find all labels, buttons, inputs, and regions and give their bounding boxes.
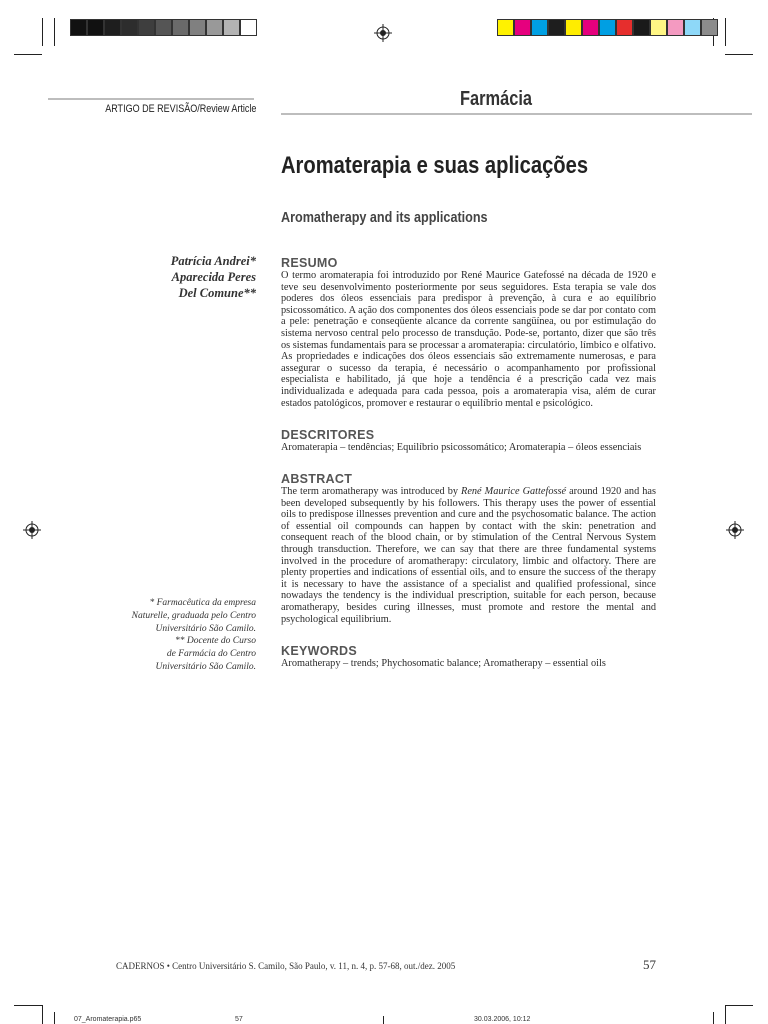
header-rule [281, 113, 752, 115]
crop-mark [713, 1012, 714, 1024]
crop-mark [14, 1005, 42, 1006]
color-calibration-bar [497, 19, 718, 36]
slug-filename: 07_Aromaterapia.p65 [74, 1016, 142, 1023]
calibration-swatch [616, 19, 633, 36]
crop-mark [14, 54, 42, 55]
slug-page: 57 [235, 1016, 243, 1023]
abstract-heading: ABSTRACT [281, 472, 353, 486]
keywords-heading: KEYWORDS [281, 644, 358, 658]
calibration-swatch [599, 19, 616, 36]
calibration-swatch [514, 19, 531, 36]
descritores-heading: DESCRITORES [281, 428, 375, 442]
calibration-swatch [497, 19, 514, 36]
author-list [171, 253, 256, 301]
registration-mark-stub [383, 1016, 384, 1024]
calibration-swatch [667, 19, 684, 36]
abstract-section [281, 472, 656, 625]
resumo-text: O termo aromaterapia foi introduzido por René Maurice Gatefossé na década de 1920 e teve seu desenvolvimento posteriormente por seus seguidores. Esta terapia se vale dos poderes dos óleos essenciais para predispor à prevenção, à cura e ao equilíbrio psicossomático. A ação dos componentes dos óleos essenciais pode se dar por contato com a pele: penetração e conseqüente alcance da corrente sangüínea, ou por estimulação do sistema nervoso central pelo processo de transdução. Pode-se, portanto, dizer que são três os sistemas fundamentais para se processar a aromaterapia: circulatório, límbico e olfativo. As propriedades e indicações dos óleos essenciais são extremamente numerosas, e para assegurar o sucesso da terapia, é necessário o acompanhamento por profissional especialista e habilitado, já que hoje a tendência é a prescrição cada vez mais individualizada e adequada para cada pessoa, pois a aromaterapia visa, além de curar estados patológicos, promover e restaurar o equilíbrio mental e psicológico. [281, 270, 656, 409]
affiliation-note [132, 597, 256, 674]
article-type-label: ARTIGO DE REVISÃO/Review Article [104, 103, 256, 115]
calibration-swatch [684, 19, 701, 36]
article-title: Aromaterapia e suas aplicações [281, 152, 589, 179]
calibration-swatch [172, 19, 189, 36]
abstract-text-rest: around 1920 and has been developed subsequently by his followers. This therapy uses the power of essential oils to predispose illnesses prevention and cure and the psychosomatic balance. The action of essential oil compounds can happen by contact with the skin: penetration and consequent reach of the blood chain, or by stimulation of the Central Nervous System through transduction. Therefore, we can say that there are three fundamental systems involved in the procedure of aromatherapy: circulatory, limbic and olfactory. There are plenty properties and indications of essential oils, and to ensure the success of the therapy it is necessary to have the assistance of a specialist and qualified professional, since nowadays the tendency is the individual prescription, suitable for each person, because aromatherapy, besides curing illnesses, must promote and restore the mental and psychological equilibrium. [281, 486, 656, 625]
calibration-swatch [87, 19, 104, 36]
keywords-text: Aromatherapy – trends; Phychosomatic balance; Aromatherapy – essential oils [281, 658, 606, 669]
calibration-swatch [582, 19, 599, 36]
abstract-text-start: The term aromatherapy was introduced by [281, 486, 462, 497]
abstract-text [281, 486, 656, 625]
affiliation-line: de Farmácia do Centro [166, 649, 256, 660]
calibration-swatch [240, 19, 257, 36]
calibration-swatch [565, 19, 582, 36]
header-rule [48, 98, 254, 100]
calibration-swatch [70, 19, 87, 36]
resumo-heading: RESUMO [281, 256, 338, 270]
article-subtitle: Aromatherapy and its applications [281, 209, 488, 226]
grayscale-calibration-bar [70, 19, 257, 36]
calibration-swatch [189, 19, 206, 36]
calibration-swatch [104, 19, 121, 36]
crop-mark [725, 18, 726, 46]
crop-mark [725, 54, 753, 55]
registration-mark-icon [726, 521, 744, 539]
affiliation-line: ** Docente do Curso [174, 636, 256, 647]
calibration-swatch [548, 19, 565, 36]
crop-mark [42, 1005, 43, 1024]
resumo-section [281, 256, 656, 409]
keywords-section [281, 644, 656, 670]
crop-mark [725, 1005, 753, 1006]
crop-mark [42, 18, 43, 46]
descritores-section [281, 428, 656, 454]
descritores-text: Aromaterapia – tendências; Equilíbrio psicossomático; Aromaterapia – óleos essenciais [281, 442, 642, 453]
page-number: 57 [643, 957, 656, 972]
calibration-swatch [531, 19, 548, 36]
section-name: Farmácia [460, 88, 533, 110]
affiliation-line: Naturelle, graduada pelo Centro [131, 610, 256, 621]
affiliation-line: Universitário São Camilo. [155, 661, 256, 672]
registration-mark-icon [374, 24, 392, 42]
crop-mark [725, 1005, 726, 1024]
calibration-swatch [223, 19, 240, 36]
author-name: Patrícia Andrei* [170, 254, 256, 268]
slug-datetime: 30.03.2006, 10:12 [474, 1016, 531, 1023]
calibration-swatch [206, 19, 223, 36]
calibration-swatch [138, 19, 155, 36]
affiliation-line: * Farmacêutica da empresa [149, 598, 256, 608]
journal-citation: CADERNOS • Centro Universitário S. Camilo, São Paulo, v. 11, n. 4, p. 57-68, out./dez. 2005 [116, 961, 456, 971]
calibration-swatch [155, 19, 172, 36]
crop-mark [54, 1012, 55, 1024]
calibration-swatch [121, 19, 138, 36]
author-name: Aparecida Peres [171, 270, 256, 284]
registration-mark-icon [23, 521, 41, 539]
affiliation-line: Universitário São Camilo. [155, 623, 256, 634]
crop-mark [54, 18, 55, 46]
author-name: Del Comune** [178, 286, 256, 300]
abstract-author-name: René Maurice Gattefossé [461, 486, 567, 497]
calibration-swatch [701, 19, 718, 36]
calibration-swatch [650, 19, 667, 36]
calibration-swatch [633, 19, 650, 36]
